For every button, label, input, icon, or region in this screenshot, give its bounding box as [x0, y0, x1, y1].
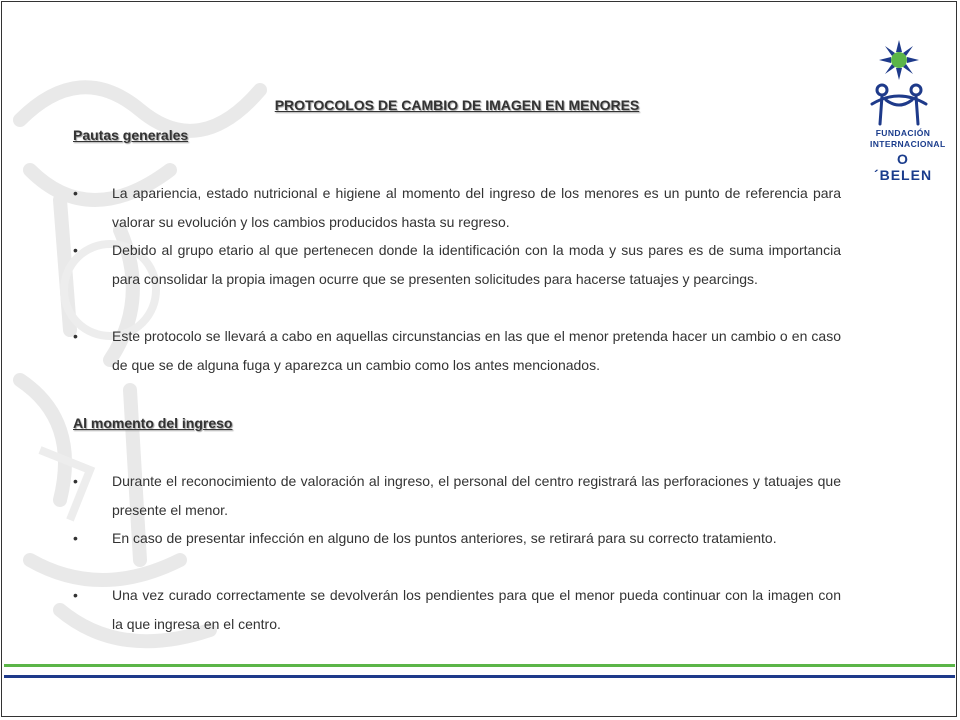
footer-blue-line	[4, 675, 955, 678]
list-item-text: Debido al grupo etario al que pertenecen donde la identificación con la moda y sus pares es de suma importancia para consolidar la propia imagen ocurre que se presenten solicitudes para hacerse tatuajes y pearcings.	[112, 242, 841, 287]
list-item-text: Durante el reconocimiento de valoración al ingreso, el personal del centro registrará las perforaciones y tatuajes que presente el menor.	[112, 473, 841, 518]
footer-green-line	[4, 664, 955, 667]
section-heading-general: Pautas generales	[73, 127, 189, 143]
list-item-text: La apariencia, estado nutricional e higiene al momento del ingreso de los menores es un punto de referencia para valorar su evolución y los cambios producidos hasta su regreso.	[112, 185, 841, 230]
bullet-dot: •	[73, 530, 78, 546]
list-item	[73, 322, 841, 379]
bullet-dot: •	[73, 328, 78, 344]
list-item-text: En caso de presentar infección en alguno de los puntos anteriores, se retirará para su correcto tratamiento.	[112, 530, 777, 546]
bullet-dot: •	[73, 185, 78, 201]
list-item	[73, 179, 841, 236]
list-item	[73, 236, 841, 293]
section-heading-admission: Al momento del ingreso	[73, 415, 233, 431]
document-title: PROTOCOLOS DE CAMBIO DE IMAGEN EN MENORES	[274, 97, 640, 113]
bullet-dot: •	[73, 242, 78, 258]
list-item-text: Una vez curado correctamente se devolverán los pendientes para que el menor pueda continuar con la imagen con la que ingresa en el centro.	[112, 587, 841, 632]
bullet-dot: •	[73, 587, 78, 603]
logo-line-1: FUNDACIÓN	[875, 128, 931, 138]
list-item	[73, 524, 841, 553]
list-item	[73, 467, 841, 524]
logo-line-2: INTERNACIONAL	[870, 139, 946, 149]
list-item	[73, 581, 841, 638]
bullet-dot: •	[73, 473, 78, 489]
list-item-text: Este protocolo se llevará a cabo en aquellas circunstancias en las que el menor pretenda hacer un cambio o en caso de que se de alguna fuga y aparezca un cambio como los antes mencionados.	[112, 328, 841, 373]
logo-wordmark	[870, 128, 946, 183]
logo-line-3: O´BELEN	[873, 151, 933, 183]
